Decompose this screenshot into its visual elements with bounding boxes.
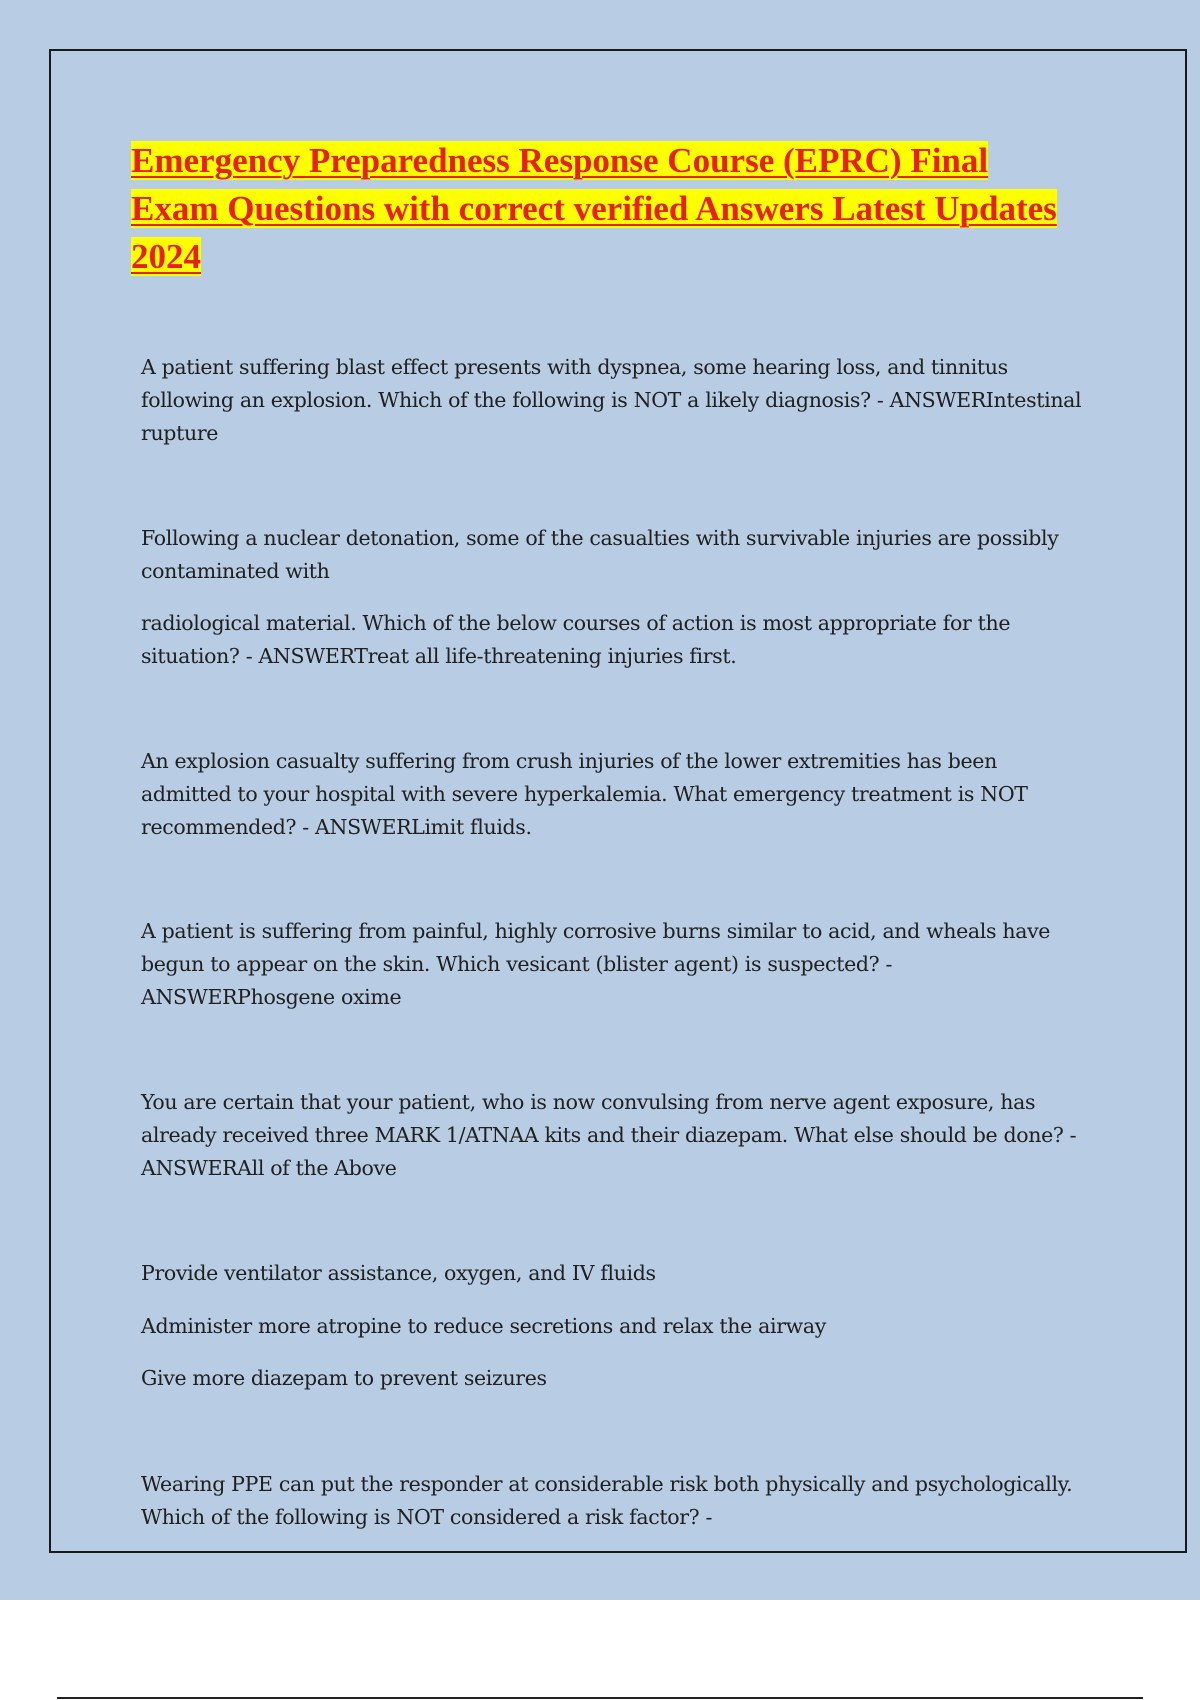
question-paragraph: An explosion casualty suffering from crush injuries of the lower extremities has been admitted to your hospital with severe hyperkalemia. What emergency treatment is NOT recommended? - ANSWERLimit fluids. bbox=[141, 749, 1028, 839]
question-paragraph: Wearing PPE can put the responder at considerable risk both physically and psychologically. Which of the following is NOT considered a risk factor? - bbox=[141, 1472, 1073, 1529]
bottom-divider bbox=[57, 1697, 1143, 1699]
question-paragraph: You are certain that your patient, who is now convulsing from nerve agent exposure, has already received three MARK 1/ATNAA kits and their diazepam. What else should be done? - ANSWERAll of the Above bbox=[141, 1090, 1077, 1180]
document-title-text: Emergency Preparedness Response Course (EPRC) Final Exam Questions with correct verified Answers Latest Updates 2024 bbox=[131, 141, 1057, 276]
question-paragraph: A patient suffering blast effect presents with dyspnea, some hearing loss, and tinnitus following an explosion. Which of the following is NOT a likely diagnosis? - ANSWERIntestinal rupture bbox=[141, 355, 1082, 445]
question-paragraph: A patient is suffering from painful, highly corrosive burns similar to acid, and wheals have begun to appear on the skin. Which vesicant (blister agent) is suspected? - ANSWERPhosgene oxime bbox=[141, 919, 1051, 1009]
answer-option: Administer more atropine to reduce secretions and relax the airway bbox=[141, 1314, 826, 1338]
question-paragraph: radiological material. Which of the below courses of action is most appropriate for the situation? - ANSWERTreat all life-threatening injuries first. bbox=[141, 611, 1011, 668]
document-title bbox=[131, 137, 1071, 281]
answer-option: Provide ventilator assistance, oxygen, and IV fluids bbox=[141, 1261, 656, 1285]
question-paragraph: Following a nuclear detonation, some of the casualties with survivable injuries are possibly contaminated with bbox=[141, 526, 1059, 583]
answer-option: Give more diazepam to prevent seizures bbox=[141, 1366, 547, 1390]
